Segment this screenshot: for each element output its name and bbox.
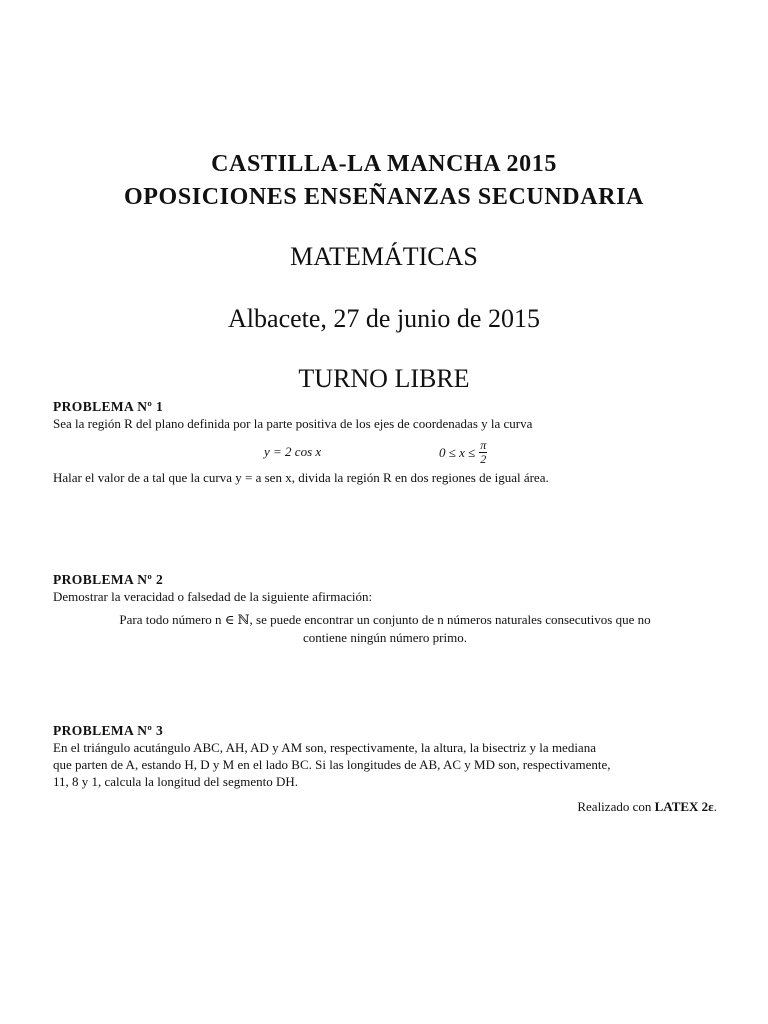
subject-heading: MATEMÁTICAS <box>290 242 478 271</box>
problem-1-domain-inequality: 0 ≤ x ≤ <box>439 444 476 460</box>
problem-2-title: PROBLEMA Nº 2 <box>53 572 164 587</box>
credit-prefix: Realizado con <box>577 799 652 814</box>
problem-1-equation <box>53 435 717 469</box>
latex-logo: LATEX 2ε <box>654 799 714 814</box>
credit-suffix: . <box>713 799 717 814</box>
problem-2-quote-line1: Para todo número n ∈ ℕ, se puede encontrar un conjunto de n números naturales consecutivos que no <box>119 612 651 627</box>
fraction-numerator: π <box>480 437 487 452</box>
problem-1-title: PROBLEMA Nº 1 <box>53 399 164 414</box>
problem-2 <box>53 571 717 647</box>
problem-1-statement: Halar el valor de a tal que la curva y = a sen x, divida la región R en dos regiones de igual área. <box>53 470 549 485</box>
fraction-denominator: 2 <box>480 451 487 466</box>
problem-3-line2: que parten de A, estando H, D y M en el lado BC. Si las longitudes de AB, AC y MD son, respectivamente, <box>53 757 611 772</box>
problem-2-intro: Demostrar la veracidad o falsedad de la siguiente afirmación: <box>53 589 373 604</box>
problem-3-title: PROBLEMA Nº 3 <box>53 723 164 738</box>
problem-3 <box>53 722 717 790</box>
problem-2-quote-line2: contiene ningún número primo. <box>303 630 467 645</box>
problem-1 <box>53 398 717 486</box>
problem-1-curve-equation: y = 2 cos x <box>264 444 322 459</box>
latex-credit <box>577 798 717 815</box>
problem-1-fraction <box>479 439 487 466</box>
exam-title-line2: OPOSICIONES ENSEÑANZAS SECUNDARIA <box>124 184 644 210</box>
problem-1-intro: Sea la región R del plano definida por la parte positiva de los ejes de coordenadas y la curva <box>53 416 533 431</box>
problem-3-line3: 11, 8 y 1, calcula la longitud del segmento DH. <box>53 774 299 789</box>
problem-1-domain <box>439 435 487 469</box>
problem-3-line1: En el triángulo acutángulo ABC, AH, AD y AM son, respectivamente, la altura, la bisectriz y la mediana <box>53 740 596 755</box>
exam-date: Albacete, 27 de junio de 2015 <box>228 304 540 333</box>
problem-2-quote <box>53 611 717 647</box>
exam-title-line1: CASTILLA-LA MANCHA 2015 <box>211 151 557 177</box>
turno-heading: TURNO LIBRE <box>298 364 470 393</box>
